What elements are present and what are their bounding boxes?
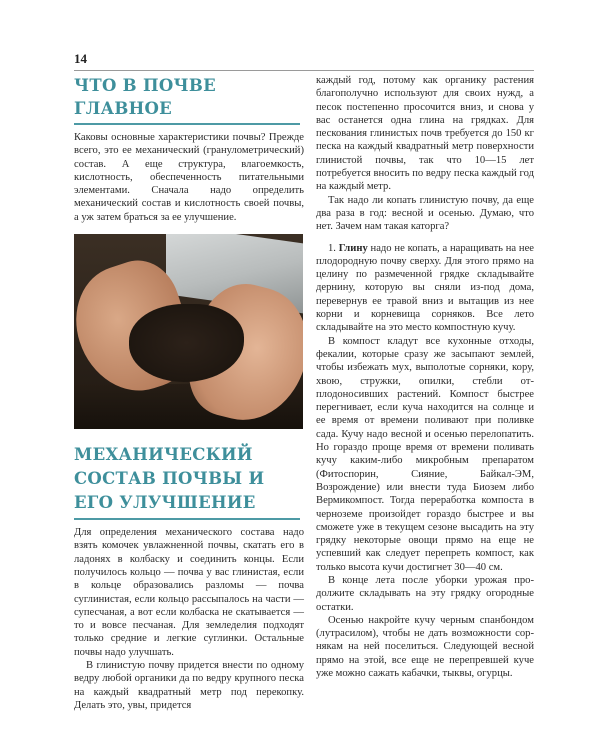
body-paragraph: каждый год, потому как органику растения благополучно используют для своих нужд, а песок постепенно просочится вниз, и снова у вас останется одна глина на грядках. Для пескования глинистых почв требуется до 150 кг песка на каждый квадратный метр поверхности глинистой почвы, так что 10—15 лет потребуется вносить по ведру песка каждый год на каждый метр. — [316, 75, 534, 193]
body-paragraph: Для определения механического состава надо взять комочек увлажненной почвы, скатать его в ладонях в колбаску и соединить концы. Если получилось кольцо — почва у вас глинистая, если в кольце образовались разломы — почва суглинистая, если кольцо рассыпалось на части — супесчаная, а вот если колбаска не скатывается — то и вовсе песчаная. Для земледелия подходят только средние и легкие суглинки. Остальные почвы надо улучшать. — [74, 527, 304, 658]
list-number: 1. — [328, 242, 339, 254]
right-column — [316, 74, 534, 680]
body-paragraph: В глинистую почву придется внести по одному ведру любой органики да по ведру крупного песка на каждый квадратный метр под перекопку. Делать это, увы, придется — [74, 660, 304, 711]
section-heading-main: ЧТО В ПОЧВЕ ГЛАВНОЕ — [74, 76, 216, 118]
paragraph-text: надо не копать, а наращивать на нее плодородную почву сверху. Для этого прямо на целину по размеченной грядке складывайте дернину, которую вы сняли из-под дома, перевернув ее травой вниз и вытащив из нее корни и корневища сорняков. Все лето складывайте на это место компостную кучу. — [316, 242, 534, 334]
body-paragraph: В конце лета после уборки урожая продолжите складывать на эту грядку огородные остатки. — [316, 574, 534, 613]
header-rule — [74, 70, 534, 71]
heading-underline — [74, 123, 300, 125]
page-number: 14 — [74, 51, 87, 66]
body-paragraph: Так надо ли копать глинистую почву, да еще два раза в год: весной и осенью. Думаю, что нет. Зачем нам такая каторга? — [316, 194, 534, 233]
body-paragraph: В компост кладут все кухонные отходы, фекалии, которые сразу же засыпают землей, чтобы избежать мух, выполотые сорняки, кору, хвою, стружки, опилки, стебли отплодоносивших растений. Компост быстрее перегнивает, если куча находится на солнце и ее время от времени поливают при поливке сада. Кучу надо весной и осенью перелопатить. Но гораздо проще время от времени поливать кучу каким-либо микробным препаратом (Фитоспорин, Сияние, Байкал-ЭМ, Возрождение) или внести туда Биозем либо Вермикомпост. Тогда переработка компоста в черноземе произойдет гораздо быстрее и вы сможете уже в текущем сезоне высадить на эту грядку некоторые овощи прямо на еще не успевший как следует перепреть компост, как только высота кучи достигнет 30—40 см. — [316, 335, 534, 573]
numbered-paragraph — [316, 242, 534, 335]
intro-paragraph: Каковы основные характеристики почвы? Прежде всего, это ее механический (гранулометрический) состав. А еще структура, влагоемкость, кислотность, обеспеченность питательными элементами. Сначала надо определить механический состав и кислотность своей почвы, а уж затем браться за ее улучшение. — [74, 132, 304, 223]
left-column — [74, 74, 304, 712]
soil-hands-photo — [74, 234, 303, 429]
heading-underline-2 — [74, 518, 300, 520]
body-paragraph: Осенью накройте кучу черным спанбондом (лутрасилом), чтобы не дать возможности сорнякам на ней поселиться. Следующей весной прямо на этой, все еще не перепревшей куче уже можно сажать кабачки, тыквы, огурцы. — [316, 614, 534, 680]
bold-term: Глину — [338, 242, 368, 254]
section-heading-mechanical: МЕХАНИЧЕСКИЙ СОСТАВ ПОЧВЫ И ЕГО УЛУЧШЕНИЕ — [74, 445, 265, 513]
